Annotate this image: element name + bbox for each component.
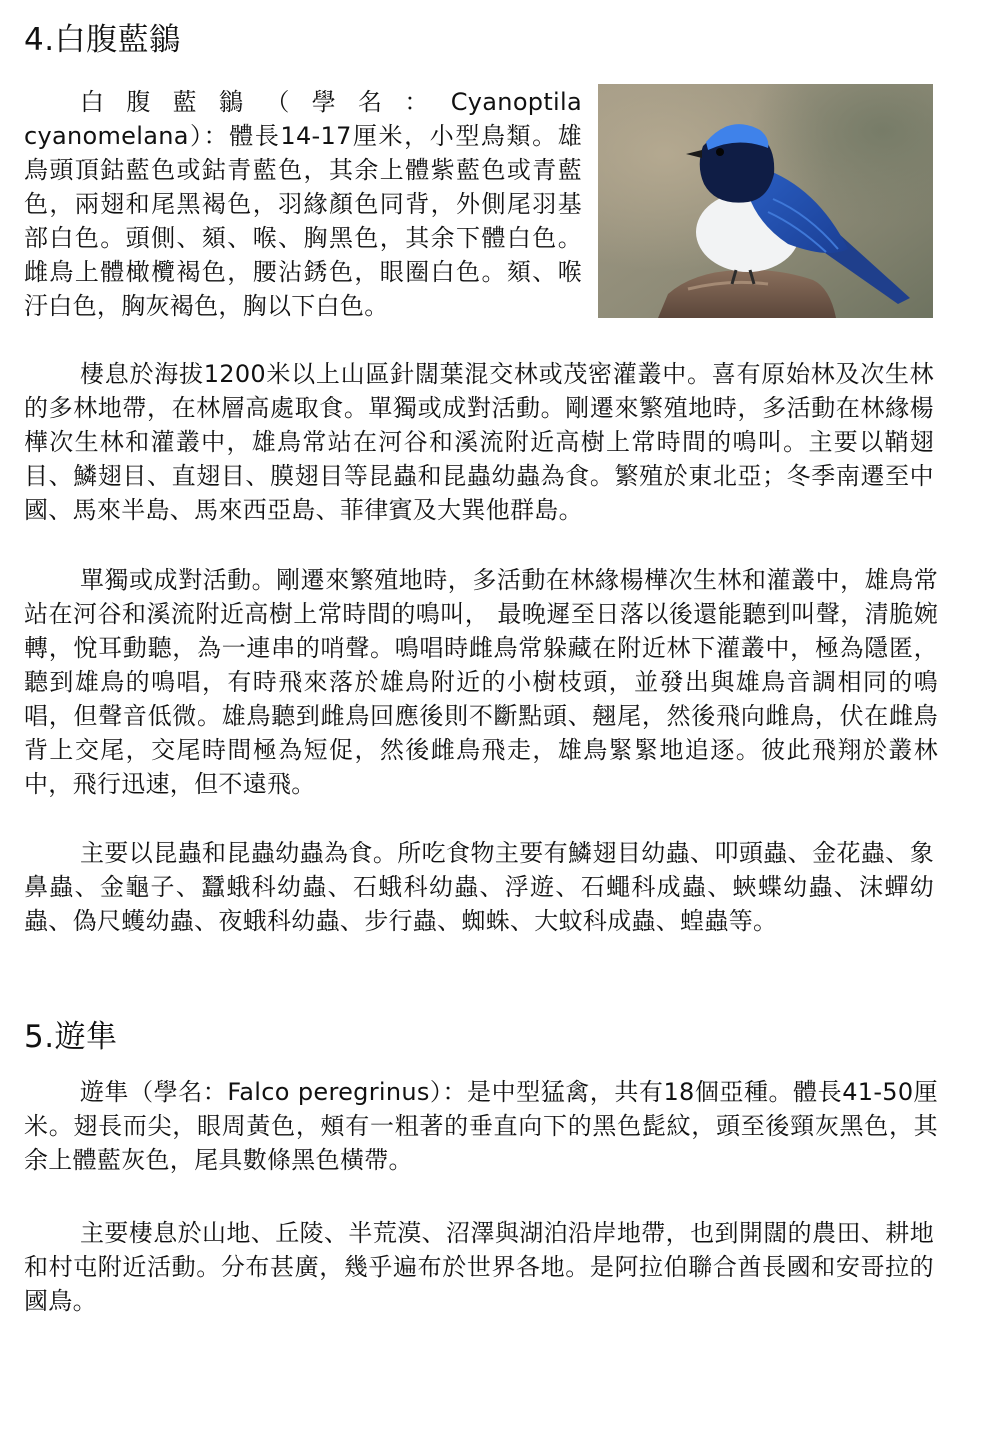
section-title-flycatcher: 4.白腹藍鶲	[24, 22, 181, 58]
flycatcher-paragraph-habitat: 棲息於海拔1200米以上山區針闊葉混交林或茂密灌叢中。喜有原始林及次生林的多林地帶，在林層高處取食。單獨或成對活動。剛遷來繁殖地時，多活動在林緣楊樺次生林和灌叢中，雄鳥常站在河谷和溪流附近高樹上常時間的鳴叫。主要以鞘翅目、鱗翅目、直翅目、膜翅目等昆蟲和昆蟲幼蟲為食。繁殖於東北亞；冬季南遷至中國、馬來半島、馬來西亞島、菲律賓及大巽他群島。	[24, 360, 934, 524]
falcon-paragraph-description: 遊隼（學名：Falco peregrinus）：是中型猛禽，共有18個亞種。體長41-50厘米。翅長而尖，眼周黃色，頰有一粗著的垂直向下的黑色髭紋，頭至後頸灰黑色，其余上體藍灰色，尾具數條黑色橫帶。	[24, 1078, 938, 1174]
flycatcher-paragraph-behavior: 單獨或成對活動。剛遷來繁殖地時，多活動在林緣楊樺次生林和灌叢中，雄鳥常站在河谷和溪流附近高樹上常時間的鳴叫， 最晚遲至日落以後還能聽到叫聲，清脆婉轉，悅耳動聽，為一連串的哨聲。鳴唱時雌鳥常躲藏在附近林下灌叢中，極為隱匿，聽到雄鳥的鳴唱，有時飛來落於雄鳥附近的小樹枝頭，並發出與雄鳥音調相同的鳴唱，但聲音低微。雄鳥聽到雌鳥回應後則不斷點頭、翹尾，然後飛向雌鳥，伏在雌鳥背上交尾，交尾時間極為短促，然後雌鳥飛走，雄鳥緊緊地追逐。彼此飛翔於叢林中，飛行迅速，但不遠飛。	[24, 566, 938, 798]
flycatcher-paragraph-description: 白腹藍鶲（學名：Cyanoptila cyanomelana）：體長14-17厘米，小型鳥類。雄鳥頭頂鈷藍色或鈷青藍色，其余上體紫藍色或青藍色，兩翅和尾黑褐色，羽緣顏色同背，外側尾羽基部白色。頭側、頦、喉、胸黑色，其余下體白色。雌鳥上體橄欖褐色，腰沾銹色，眼圈白色。頦、喉汙白色，胸灰褐色，胸以下白色。	[24, 88, 582, 320]
section-title-peregrine-falcon: 5.遊隼	[24, 1019, 118, 1055]
blue-and-white-flycatcher-photo	[598, 84, 933, 318]
flycatcher-paragraph-diet: 主要以昆蟲和昆蟲幼蟲為食。所吃食物主要有鱗翅目幼蟲、叩頭蟲、金花蟲、象鼻蟲、金龜子、蠶蛾科幼蟲、石蛾科幼蟲、浮遊、石蠅科成蟲、蛺蝶幼蟲、沫蟬幼蟲、偽尺蠖幼蟲、夜蛾科幼蟲、步行蟲、蜘蛛、大蚊科成蟲、蝗蟲等。	[24, 839, 934, 935]
falcon-paragraph-habitat: 主要棲息於山地、丘陵、半荒漠、沼澤與湖泊沿岸地帶，也到開闊的農田、耕地和村屯附近活動。分布甚廣，幾乎遍布於世界各地。是阿拉伯聯合酋長國和安哥拉的國鳥。	[24, 1219, 934, 1315]
